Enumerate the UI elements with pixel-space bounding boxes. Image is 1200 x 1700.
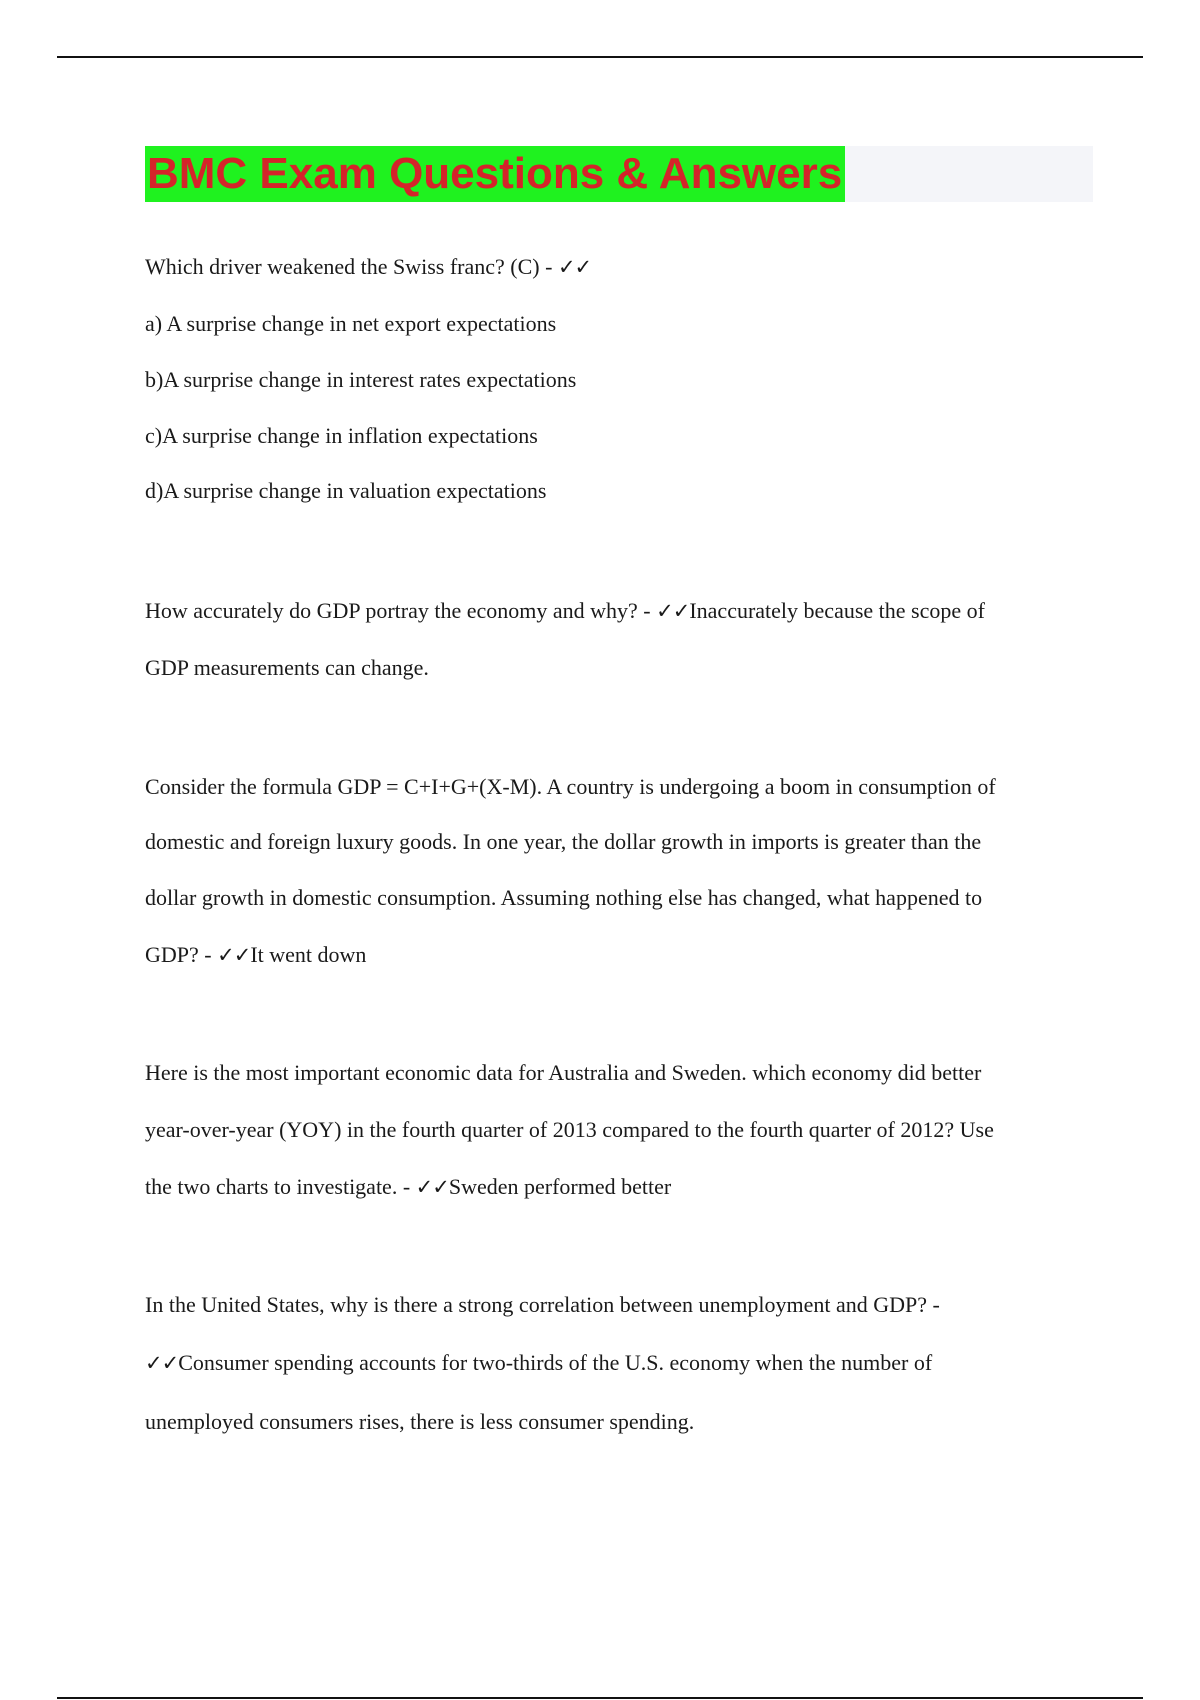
question-2-line-1 [145,596,1095,626]
question-5-line-1: In the United States, why is there a strong correlation between unemployment and GDP? - [145,1292,940,1317]
question-5 [145,1290,1095,1437]
double-check-icon: ✓✓ [415,1175,449,1199]
question-2 [145,596,1095,683]
question-3-answer: It went down [250,942,367,967]
option-c: c)A surprise change in inflation expectations [145,423,538,448]
bottom-divider [57,1697,1143,1699]
page-title: BMC Exam Questions & Answers [145,146,845,202]
question-4-line-3 [145,1172,1095,1202]
question-4-prompt: the two charts to investigate. - [145,1174,416,1199]
question-3-line-2: domestic and foreign luxury goods. In one year, the dollar growth in imports is greater than the [145,829,982,854]
question-4-line-1: Here is the most important economic data for Australia and Sweden. which economy did better [145,1060,982,1085]
question-1 [145,252,1095,506]
option-b: b)A surprise change in interest rates expectations [145,367,577,392]
question-5-answer: Consumer spending accounts for two-thirds of the U.S. economy when the number of [178,1350,933,1375]
question-3 [145,772,1095,970]
double-check-icon: ✓✓ [217,943,251,967]
question-1-text [145,252,1095,282]
double-check-icon: ✓✓ [145,1351,179,1375]
question-3-line-4 [145,940,1095,970]
document-body [145,252,1095,1437]
question-2-prompt: How accurately do GDP portray the economy and why? - [145,598,657,623]
question-5-line-2 [145,1348,1095,1378]
question-4-line-2: year-over-year (YOY) in the fourth quarter of 2013 compared to the fourth quarter of 2012? Use [145,1117,994,1142]
question-1-prompt: Which driver weakened the Swiss franc? (C) - [145,254,558,279]
double-check-icon: ✓✓ [656,599,690,623]
question-3-prompt: GDP? - [145,942,218,967]
double-check-icon: ✓✓ [557,255,592,279]
question-2-line-2: GDP measurements can change. [145,655,429,680]
option-d: d)A surprise change in valuation expectations [145,478,547,503]
question-2-answer: Inaccurately because the scope of [689,598,985,623]
option-a: a) A surprise change in net export expectations [145,311,557,336]
question-3-line-3: dollar growth in domestic consumption. Assuming nothing else has changed, what happened to [145,885,983,910]
question-4-answer: Sweden performed better [448,1174,672,1199]
question-3-line-1: Consider the formula GDP = C+I+G+(X-M). A country is undergoing a boom in consumption of [145,774,996,799]
top-divider [57,56,1143,58]
question-5-line-3: unemployed consumers rises, there is less consumer spending. [145,1409,695,1434]
question-4 [145,1058,1095,1202]
